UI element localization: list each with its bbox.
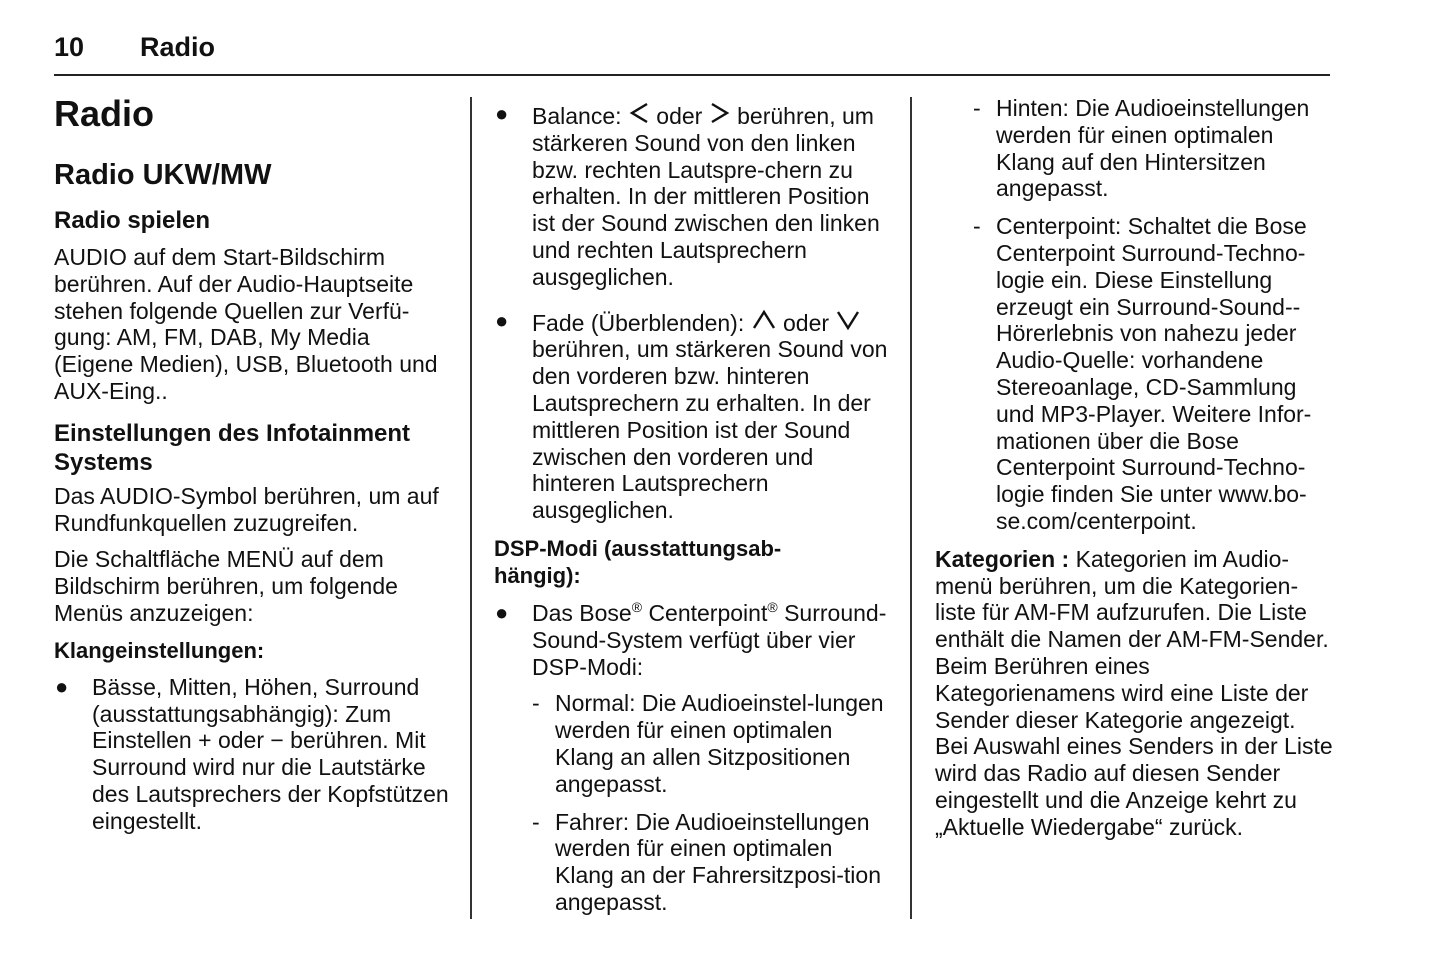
balance-lead: Balance: xyxy=(532,103,622,129)
chevron-right-icon xyxy=(709,101,731,125)
column-divider-right xyxy=(910,97,912,919)
subhead-dsp-modi: DSP-Modi (ausstattungsab-hängig): xyxy=(494,535,782,588)
bose-text-c: Surround-Sound-System verfügt über vier DSP-Modi: xyxy=(532,599,887,680)
page-number: 10 xyxy=(54,32,85,62)
categories-text: Kategorien im Audio-menü berühren, um die Kategorien-liste für AM-FM aufzurufen. Die Liste enthält die Namen der AM-FM-Sender. Beim Berühren eines Kategorienamens wird eine Liste der Sender dieser Kategorie angezeigt. Bei Auswahl eines Senders in der Liste wird das Radio auf diesen Sender eingestellt und die Anzeige kehrt zu „Aktuelle Wiedergabe“ zurück. xyxy=(935,545,1333,840)
chapter-title: Radio xyxy=(54,93,155,134)
registered-mark: ® xyxy=(767,598,778,615)
bose-text-a: Das Bose xyxy=(532,599,632,626)
column-divider-left xyxy=(470,97,472,919)
dash-normal xyxy=(532,690,894,797)
dash-mark: - xyxy=(973,213,981,240)
balance-oder: oder xyxy=(656,103,703,129)
paragraph-audio-symbol: Das AUDIO-Symbol berühren, um auf Rundfunkquellen zuzugreifen. xyxy=(54,482,439,536)
bullet-mark: ● xyxy=(495,101,509,126)
dash-text: Centerpoint: Schaltet die Bose Centerpoint Surround-Techno-logie ein. Diese Einstellung erzeugt ein Surround-Sound--Hörerlebnis von nahezu jeder Audio-Quelle: vorhandene Stereoanlage, CD-Sammlung und MP3-Player. Weitere Infor-mationen über die Bose Centerpoint Surround-Techno-logie finden Sie unter www.bo-se.com/centerpoint. xyxy=(996,213,1312,534)
bose-text-b: Centerpoint xyxy=(648,599,768,626)
bullet-balance xyxy=(494,101,894,291)
fade-oder: oder xyxy=(783,309,830,336)
bullet-fade xyxy=(494,308,894,524)
dash-mark: - xyxy=(532,690,540,717)
paragraph-play: AUDIO auf dem Start-Bildschirm berühren. Auf der Audio-Hauptseite stehen folgende Quellen zur Verfü-gung: AM, FM, DAB, My Media (Eigene Medien), USB, Bluetooth und AUX-Eing.. xyxy=(54,244,438,404)
bullet-bose xyxy=(494,600,894,680)
chevron-left-icon xyxy=(628,101,650,125)
bullet-mark: ● xyxy=(495,599,509,625)
paragraph-categories xyxy=(935,546,1335,841)
balance-text: berühren, um stärkeren Sound von den linken bzw. rechten Lautspre-chern zu erhalten. In der mittleren Position ist der Sound zwischen den linken und rechten Lautsprechern ausgeglichen. xyxy=(532,103,880,290)
fade-text: berühren, um stärkeren Sound von den vorderen bzw. hinteren Lautsprechern zu erhalten. In der mittleren Position ist der Sound zwischen den vorderen und hinteren Lautsprechern ausgeglichen. xyxy=(532,336,888,524)
column-1 xyxy=(54,95,454,835)
subhead-klangeinstellungen: Klangeinstellungen: xyxy=(54,637,265,663)
bullet-bass-treble xyxy=(54,674,454,835)
categories-label: Kategorien : xyxy=(935,545,1070,572)
running-title: Radio xyxy=(140,32,216,62)
column-3 xyxy=(935,95,1335,841)
dash-text: Normal: Die Audioeinstel-lungen werden für einen optimalen Klang an allen Sitzpositionen angepasst. xyxy=(555,690,884,797)
dash-mark: - xyxy=(532,808,540,835)
dash-text: Fahrer: Die Audioeinstellungen werden für einen optimalen Klang an der Fahrersitzposi-tion angepasst. xyxy=(555,808,881,915)
fade-lead: Fade (Überblenden): xyxy=(532,309,745,336)
dash-driver xyxy=(532,809,894,916)
dash-centerpoint xyxy=(973,213,1335,535)
dash-text: Hinten: Die Audioeinstellungen werden für einen optimalen Klang auf den Hintersitzen angepasst. xyxy=(996,95,1310,202)
subsection-radio-spielen: Radio spielen xyxy=(54,207,211,234)
bullet-mark: ● xyxy=(55,673,69,699)
subsection-infotainment-settings: Einstellungen des Infotainment Systems xyxy=(54,419,411,476)
registered-mark: ® xyxy=(631,598,643,615)
dash-rear xyxy=(973,95,1335,202)
running-header xyxy=(54,30,1330,76)
section-title: Radio UKW/MW xyxy=(54,159,272,191)
chevron-down-icon xyxy=(835,308,861,332)
dash-mark: - xyxy=(973,95,981,121)
paragraph-menu: Die Schaltfläche MENÜ auf dem Bildschirm berühren, um folgende Menüs anzuzeigen: xyxy=(54,546,398,626)
bullet-text: Bässe, Mitten, Höhen, Surround (ausstattungsabhängig): Zum Einstellen + oder − berühren. Mit Surround wird nur die Lautstärke des Lautsprechers der Kopfstützen eingestellt. xyxy=(92,673,449,834)
column-2 xyxy=(494,95,894,916)
chevron-up-icon xyxy=(751,308,777,332)
bullet-mark: ● xyxy=(495,307,509,333)
